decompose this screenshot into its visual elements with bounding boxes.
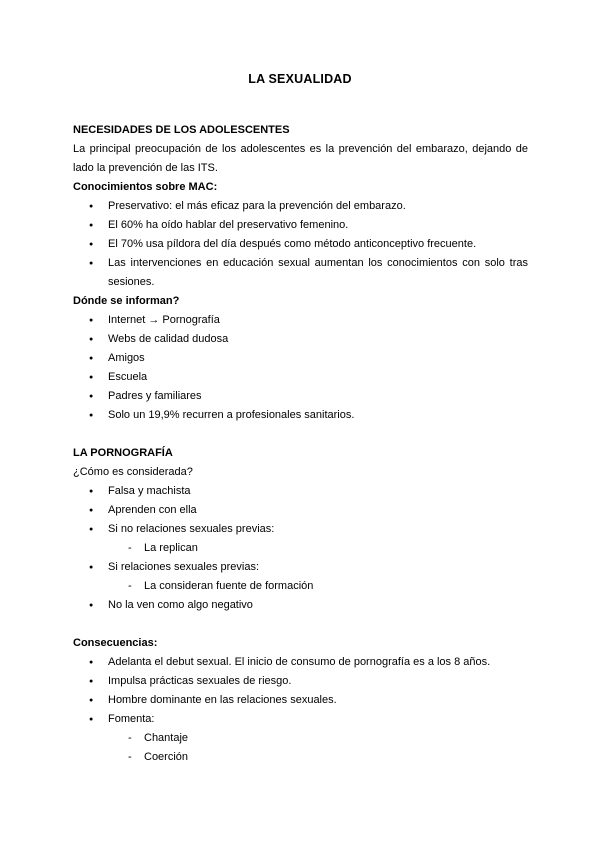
list-item: ● Impulsa prácticas sexuales de riesgo. <box>73 672 528 691</box>
list-item: ● Preservativo: el más eficaz para la prevención del embarazo. <box>73 197 528 216</box>
consideration-list <box>73 482 528 615</box>
section-heading-necesidades: NECESIDADES DE LOS ADOLESCENTES <box>73 124 290 136</box>
sub-list-item: - La replican <box>73 539 528 558</box>
list-item: ● Webs de calidad dudosa <box>73 330 528 349</box>
list-item: ● El 60% ha oído hablar del preservativo femenino. <box>73 216 528 235</box>
list-item: ● Padres y familiares <box>73 387 528 406</box>
list-item: ● Fomenta: <box>73 710 528 729</box>
subheading-mac: Conocimientos sobre MAC: <box>73 181 218 193</box>
list-item: ● Hombre dominante en las relaciones sexuales. <box>73 691 528 710</box>
list-item: ● Solo un 19,9% recurren a profesionales sanitarios. <box>73 406 528 425</box>
intro-paragraph: La principal preocupación de los adolescentes es la prevención del embarazo, dejando de lado la prevención de las ITS. <box>73 143 528 174</box>
list-item: ● El 70% usa píldora del día después como método anticonceptivo frecuente. <box>73 235 528 254</box>
sub-list-item: - Coerción <box>73 748 528 767</box>
subheading-info: Dónde se informan? <box>73 295 180 307</box>
spacer <box>73 425 528 444</box>
list-item: ● Si no relaciones sexuales previas: <box>73 520 528 539</box>
list-item: ● Las intervenciones en educación sexual aumentan los conocimientos con solo tras sesiones. <box>73 254 528 292</box>
section-heading-pornografia: LA PORNOGRAFÍA <box>73 447 173 459</box>
list-item: ● Aprenden con ella <box>73 501 528 520</box>
list-item: ● Internet → Pornografía <box>73 311 528 330</box>
list-item: ● Amigos <box>73 349 528 368</box>
question-line: ¿Cómo es considerada? <box>73 466 193 478</box>
consequences-list <box>73 653 528 767</box>
document-body <box>73 121 528 767</box>
mac-list <box>73 197 528 292</box>
list-item: ● No la ven como algo negativo <box>73 596 528 615</box>
section-heading-consecuencias: Consecuencias: <box>73 637 158 649</box>
sub-list-item: - La consideran fuente de formación <box>73 577 528 596</box>
list-item: ● Escuela <box>73 368 528 387</box>
list-item: ● Adelanta el debut sexual. El inicio de consumo de pornografía es a los 8 años. <box>73 653 528 672</box>
list-item: ● Si relaciones sexuales previas: <box>73 558 528 577</box>
list-item: ● Falsa y machista <box>73 482 528 501</box>
spacer <box>73 615 528 634</box>
info-list <box>73 311 528 425</box>
sub-list-item: - Chantaje <box>73 729 528 748</box>
document-title: LA SEXUALIDAD <box>248 72 352 86</box>
